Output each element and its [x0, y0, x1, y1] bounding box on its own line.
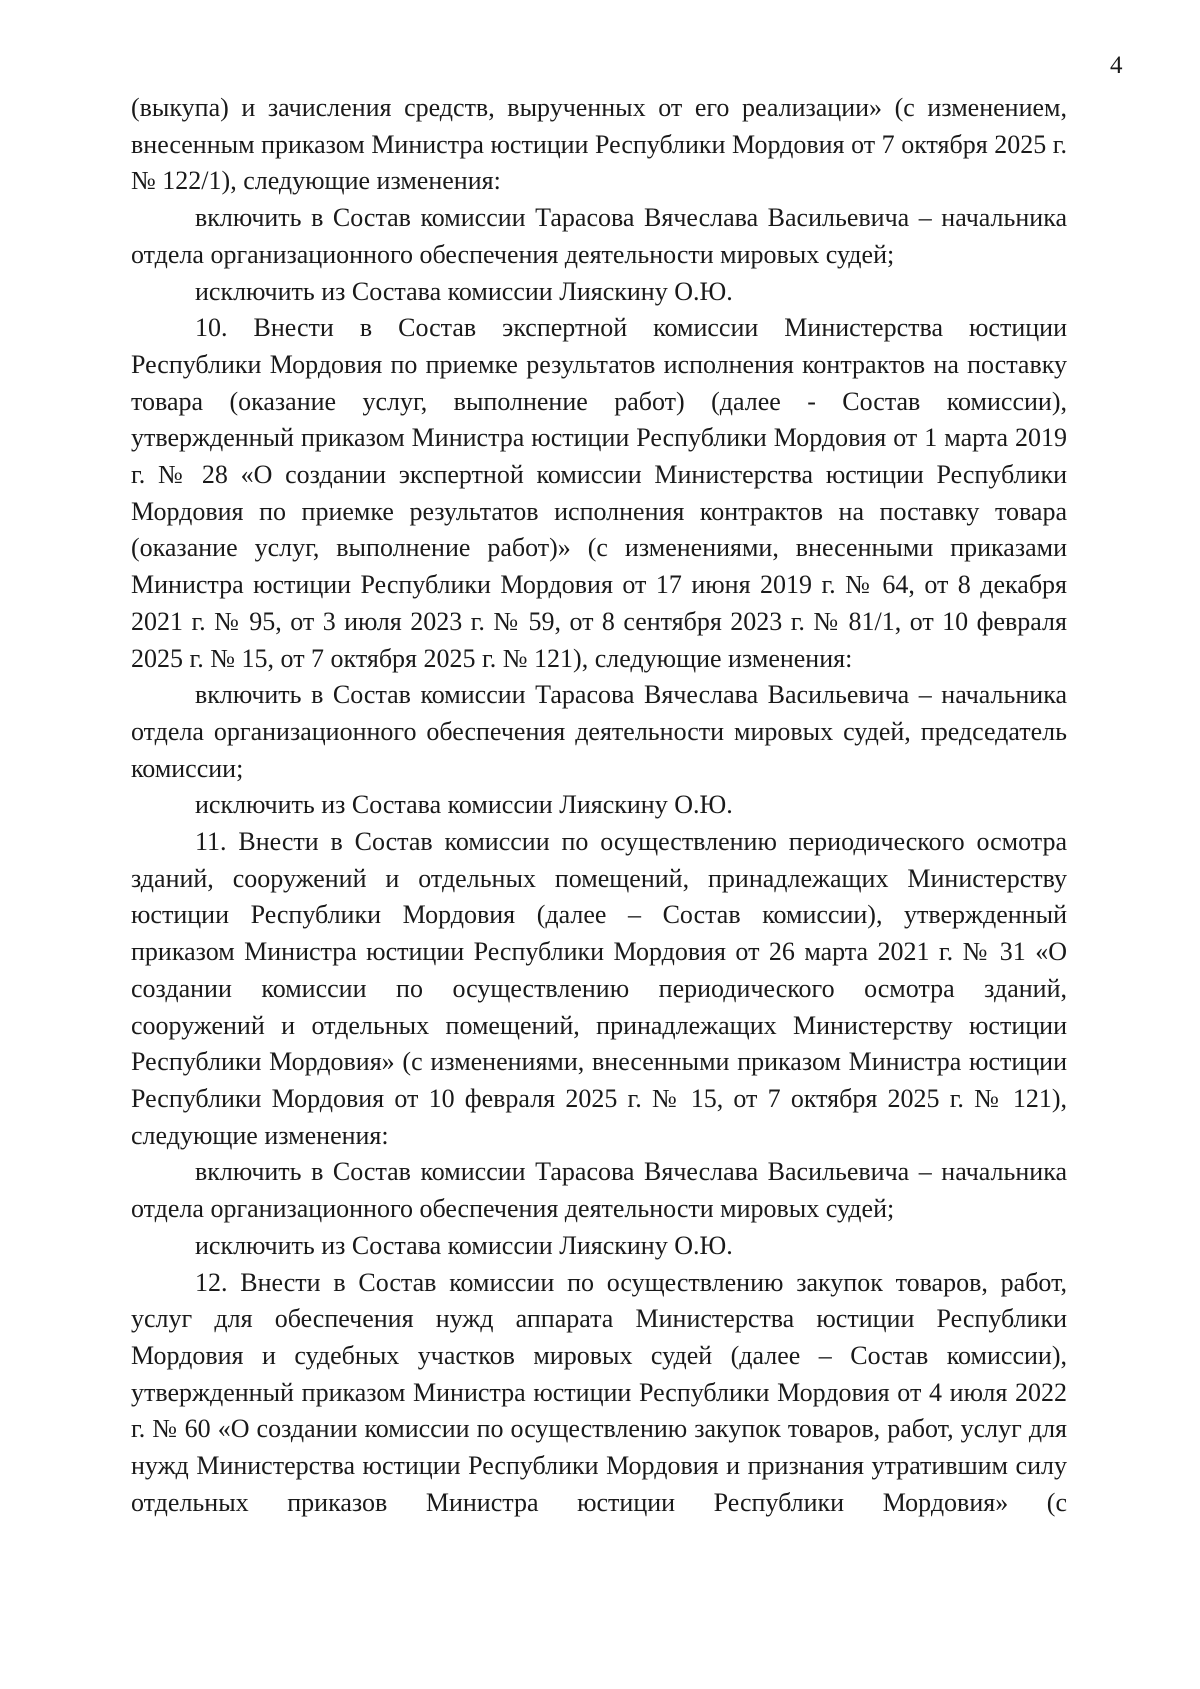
paragraph-include-member: включить в Состав комиссии Тарасова Вячеслава Васильевича – начальника отдела организационного обеспечения деятельности мировых судей; [131, 203, 1067, 269]
paragraph-exclude-member: исключить из Состава комиссии Лияскину О.Ю. [195, 276, 733, 306]
paragraph-item-12: 12. Внести в Состав комиссии по осуществлению закупок товаров, работ, услуг для обеспечения нужд аппарата Министерства юстиции Республики Мордовия и судебных участков мировых судей (далее – Состав комиссии), утвержденный приказом Министра юстиции Республики Мордовия от 4 июля 2022 г. № 60 «О создании комиссии по осуществлению закупок товаров, работ, услуг для нужд Министерства юстиции Республики Мордовия и признания утратившим силу отдельных приказов Министра юстиции Республики Мордовия» (с [131, 1267, 1067, 1517]
paragraph-exclude-member: исключить из Состава комиссии Лияскину О.Ю. [195, 790, 733, 820]
paragraph-include-member: включить в Состав комиссии Тарасова Вячеслава Васильевича – начальника отдела организационного обеспечения деятельности мировых судей, председатель комиссии; [131, 680, 1067, 783]
paragraph-item-10: 10. Внести в Состав экспертной комиссии Министерства юстиции Республики Мордовия по приемке результатов исполнения контрактов на поставку товара (оказание услуг, выполнение работ) (далее - Состав комиссии), утвержденный приказом Министра юстиции Республики Мордовия от 1 марта 2019 г. № 28 «О создании экспертной комиссии Министерства юстиции Республики Мордовия по приемке результатов исполнения контрактов на поставку товара (оказание услуг, выполнение работ)» (с изменениями, внесенными приказами Министра юстиции Республики Мордовия от 17 июня 2019 г. № 64, от 8 декабря 2021 г. № 95, от 3 июля 2023 г. № 59, от 8 сентября 2023 г. № 81/1, от 10 февраля 2025 г. № 15, от 7 октября 2025 г. № 121), следующие изменения: [131, 313, 1067, 673]
paragraph-item-11: 11. Внести в Состав комиссии по осуществлению периодического осмотра зданий, сооружений и отдельных помещений, принадлежащих Министерству юстиции Республики Мордовия (далее – Состав комиссии), утвержденный приказом Министра юстиции Республики Мордовия от 26 марта 2021 г. № 31 «О создании комиссии по осуществлению периодического осмотра зданий, сооружений и отдельных помещений, принадлежащих Министерству юстиции Республики Мордовия» (с изменениями, внесенными приказом Министра юстиции Республики Мордовия от 10 февраля 2025 г. № 15, от 7 октября 2025 г. № 121), следующие изменения: [131, 827, 1067, 1150]
paragraph-include-member: включить в Состав комиссии Тарасова Вячеслава Васильевича – начальника отдела организационного обеспечения деятельности мировых судей; [131, 1157, 1067, 1224]
page-number: 4 [1110, 52, 1123, 79]
paragraph-exclude-member: исключить из Состава комиссии Лияскину О.Ю. [195, 1230, 733, 1260]
paragraph-continuation: (выкупа) и зачисления средств, вырученных от его реализации» (с изменением, внесенным приказом Министра юстиции Республики Мордовия от 7 октября 2025 г. № 122/1), следующие изменения: [131, 93, 1067, 196]
document-body [131, 90, 1067, 1521]
